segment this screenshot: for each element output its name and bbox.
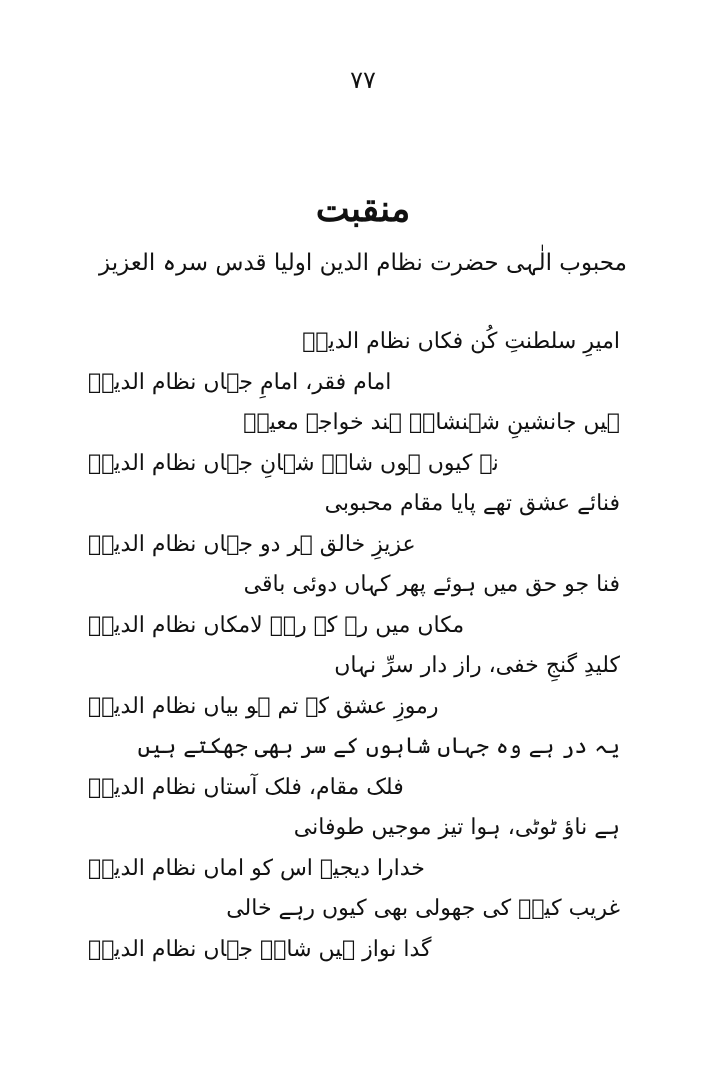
verse-line: نہ کیوں ہوں شاہِ شہانِ جہاں نظام الدینؒ	[88, 450, 499, 476]
verse-line: امام فقر، امامِ جہاں نظام الدینؒ	[88, 369, 392, 395]
verse-line: فنا جو حق میں ہوئے پھر کہاں دوئی باقی	[243, 572, 620, 597]
verse-line: ہیں جانشینِ شہنشاہِ ہند خواجہ معینؒ	[243, 410, 620, 435]
verse-line: رموزِ عشق کے تم ہو بیاں نظام الدینؒ	[88, 693, 439, 719]
verse-line: فلک مقام، فلک آستاں نظام الدینؒ	[88, 774, 404, 800]
verse-line: امیرِ سلطنتِ کُن فکاں نظام الدینؒ	[302, 329, 620, 354]
verse-line: گدا نواز ہیں شاہِ جہاں نظام الدینؒ	[88, 936, 432, 962]
verse-line: عزیزِ خالق ہر دو جہاں نظام الدینؒ	[88, 531, 416, 557]
verse-line: خدارا دیجیے اس کو اماں نظام الدینؒ	[88, 855, 425, 881]
verse-line: مکاں میں رہ کے رہے لامکاں نظام الدینؒ	[88, 612, 465, 638]
page-subtitle: محبوب الٰہی حضرت نظام الدین اولیا قدس سرہ العزیز	[99, 250, 627, 276]
page-title: منقبت	[315, 188, 411, 230]
verse-line: فنائے عشق تھے پایا مقام محبوبی	[324, 491, 620, 516]
verse-line: کلیدِ گنجِ خفی، راز دار سرِّ نہاں	[334, 653, 620, 678]
verse-line: ہے ناؤ ٹوٹی، ہوا تیز موجیں طوفانی	[293, 815, 620, 840]
page-number: ۷۷	[350, 66, 376, 94]
verse-line: غریب کیفؔ کی جھولی بھی کیوں رہے خالی	[226, 896, 620, 921]
poem	[88, 322, 620, 970]
verse-line: یہ در ہے وہ جہاں شاہوں کے سر بھی جھکتے ہیں	[137, 734, 620, 759]
